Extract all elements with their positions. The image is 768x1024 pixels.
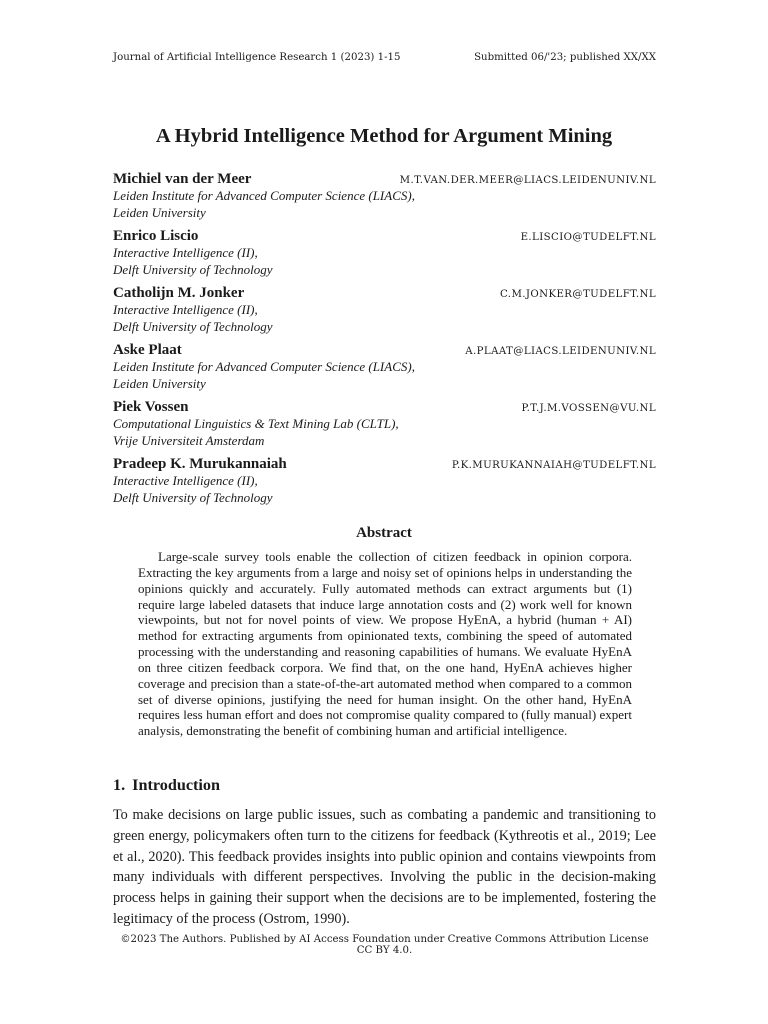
section-title: Introduction: [132, 776, 220, 794]
author-name: Piek Vossen: [113, 399, 189, 415]
journal-citation: Journal of Artificial Intelligence Research 1 (2023) 1-15: [113, 52, 401, 63]
author-block: [113, 342, 656, 392]
author-email[interactable]: C.M.JONKER@TUDELFT.NL: [499, 289, 656, 300]
author-affiliation: Delft University of Technology: [113, 318, 273, 334]
author-affiliation: Interactive Intelligence (II),: [113, 245, 258, 260]
author-email[interactable]: P.K.MURUKANNAIAH@TUDELFT.NL: [451, 460, 656, 471]
author-name: Catholijn M. Jonker: [113, 285, 245, 301]
section-heading-introduction: [113, 776, 220, 795]
author-block: [113, 399, 656, 449]
author-affiliation: Leiden University: [113, 375, 206, 391]
submission-info: Submitted 06/'23; published XX/XX: [474, 52, 656, 63]
abstract-text: Large-scale survey tools enable the collection of citizen feedback in opinion corpora. Extracting the key arguments from a large and noisy set of opinions helps in understanding the opinions quickly and accurately. Fully automated methods can extract arguments but (1) require large labeled datasets that induce large annotation costs and (2) work well for known viewpoints, but not for novel points of view. We propose HyEnA, a hybrid (human + AI) method for extracting arguments from opinionated texts, combining the speed of automated processing with the understanding and reasoning capabilities of humans. We evaluate HyEnA on three citizen feedback corpora. We find that, on the one hand, HyEnA achieves higher coverage and precision than a state-of-the-art automated method when compared to a common set of diverse opinions, justifying the need for human insight. On the other hand, HyEnA requires less human effort and does not compromise quality compared to (fully manual) expert analysis, demonstrating the benefit of combining human and artificial intelligence.: [138, 549, 632, 739]
author-affiliation: Delft University of Technology: [113, 489, 273, 505]
author-affiliation: Interactive Intelligence (II),: [113, 302, 258, 317]
author-affiliation: Interactive Intelligence (II),: [113, 473, 258, 488]
author-affiliation: Leiden Institute for Advanced Computer Science (LIACS),: [113, 188, 415, 203]
paper-title: A Hybrid Intelligence Method for Argument Mining: [155, 125, 613, 147]
author-affiliation: Vrije Universiteit Amsterdam: [113, 432, 265, 448]
abstract-heading: Abstract: [356, 525, 412, 541]
author-name: Enrico Liscio: [113, 228, 199, 244]
author-email[interactable]: P.T.J.M.VOSSEN@VU.NL: [521, 403, 656, 414]
author-name: Michiel van der Meer: [113, 171, 252, 187]
author-list: [113, 171, 656, 513]
introduction-text: To make decisions on large public issues, such as combating a pandemic and transitioning to green energy, policymakers often turn to the citizens for feedback (Kythreotis et al., 2019; Lee et al., 2020). This feedback provides insights into public opinion and contains viewpoints from many individuals with different perspectives. Involving the public in the decision-making process helps in gaining their support when the decisions are to be implemented, fostering the legitimacy of the process (Ostrom, 1990).: [113, 807, 656, 927]
author-affiliation: Computational Linguistics & Text Mining Lab (CLTL),: [113, 416, 399, 431]
author-email[interactable]: E.LISCIO@TUDELFT.NL: [520, 232, 656, 243]
copyright-footer: ©2023 The Authors. Published by AI Access Foundation under Creative Commons Attribution License CC BY 4.0.: [120, 934, 649, 956]
author-name: Pradeep K. Murukannaiah: [113, 456, 287, 472]
author-block: [113, 228, 656, 278]
author-affiliation: Leiden Institute for Advanced Computer Science (LIACS),: [113, 359, 415, 374]
author-email[interactable]: A.PLAAT@LIACS.LEIDENUNIV.NL: [465, 346, 656, 357]
author-affiliation: Delft University of Technology: [113, 261, 273, 277]
author-block: [113, 456, 656, 506]
running-header: [113, 52, 656, 63]
author-block: [113, 171, 656, 221]
author-affiliation: Leiden University: [113, 204, 206, 220]
author-name: Aske Plaat: [113, 342, 182, 358]
author-block: [113, 285, 656, 335]
author-email[interactable]: M.T.VAN.DER.MEER@LIACS.LEIDENUNIV.NL: [399, 175, 656, 186]
section-number: 1.: [113, 776, 126, 794]
